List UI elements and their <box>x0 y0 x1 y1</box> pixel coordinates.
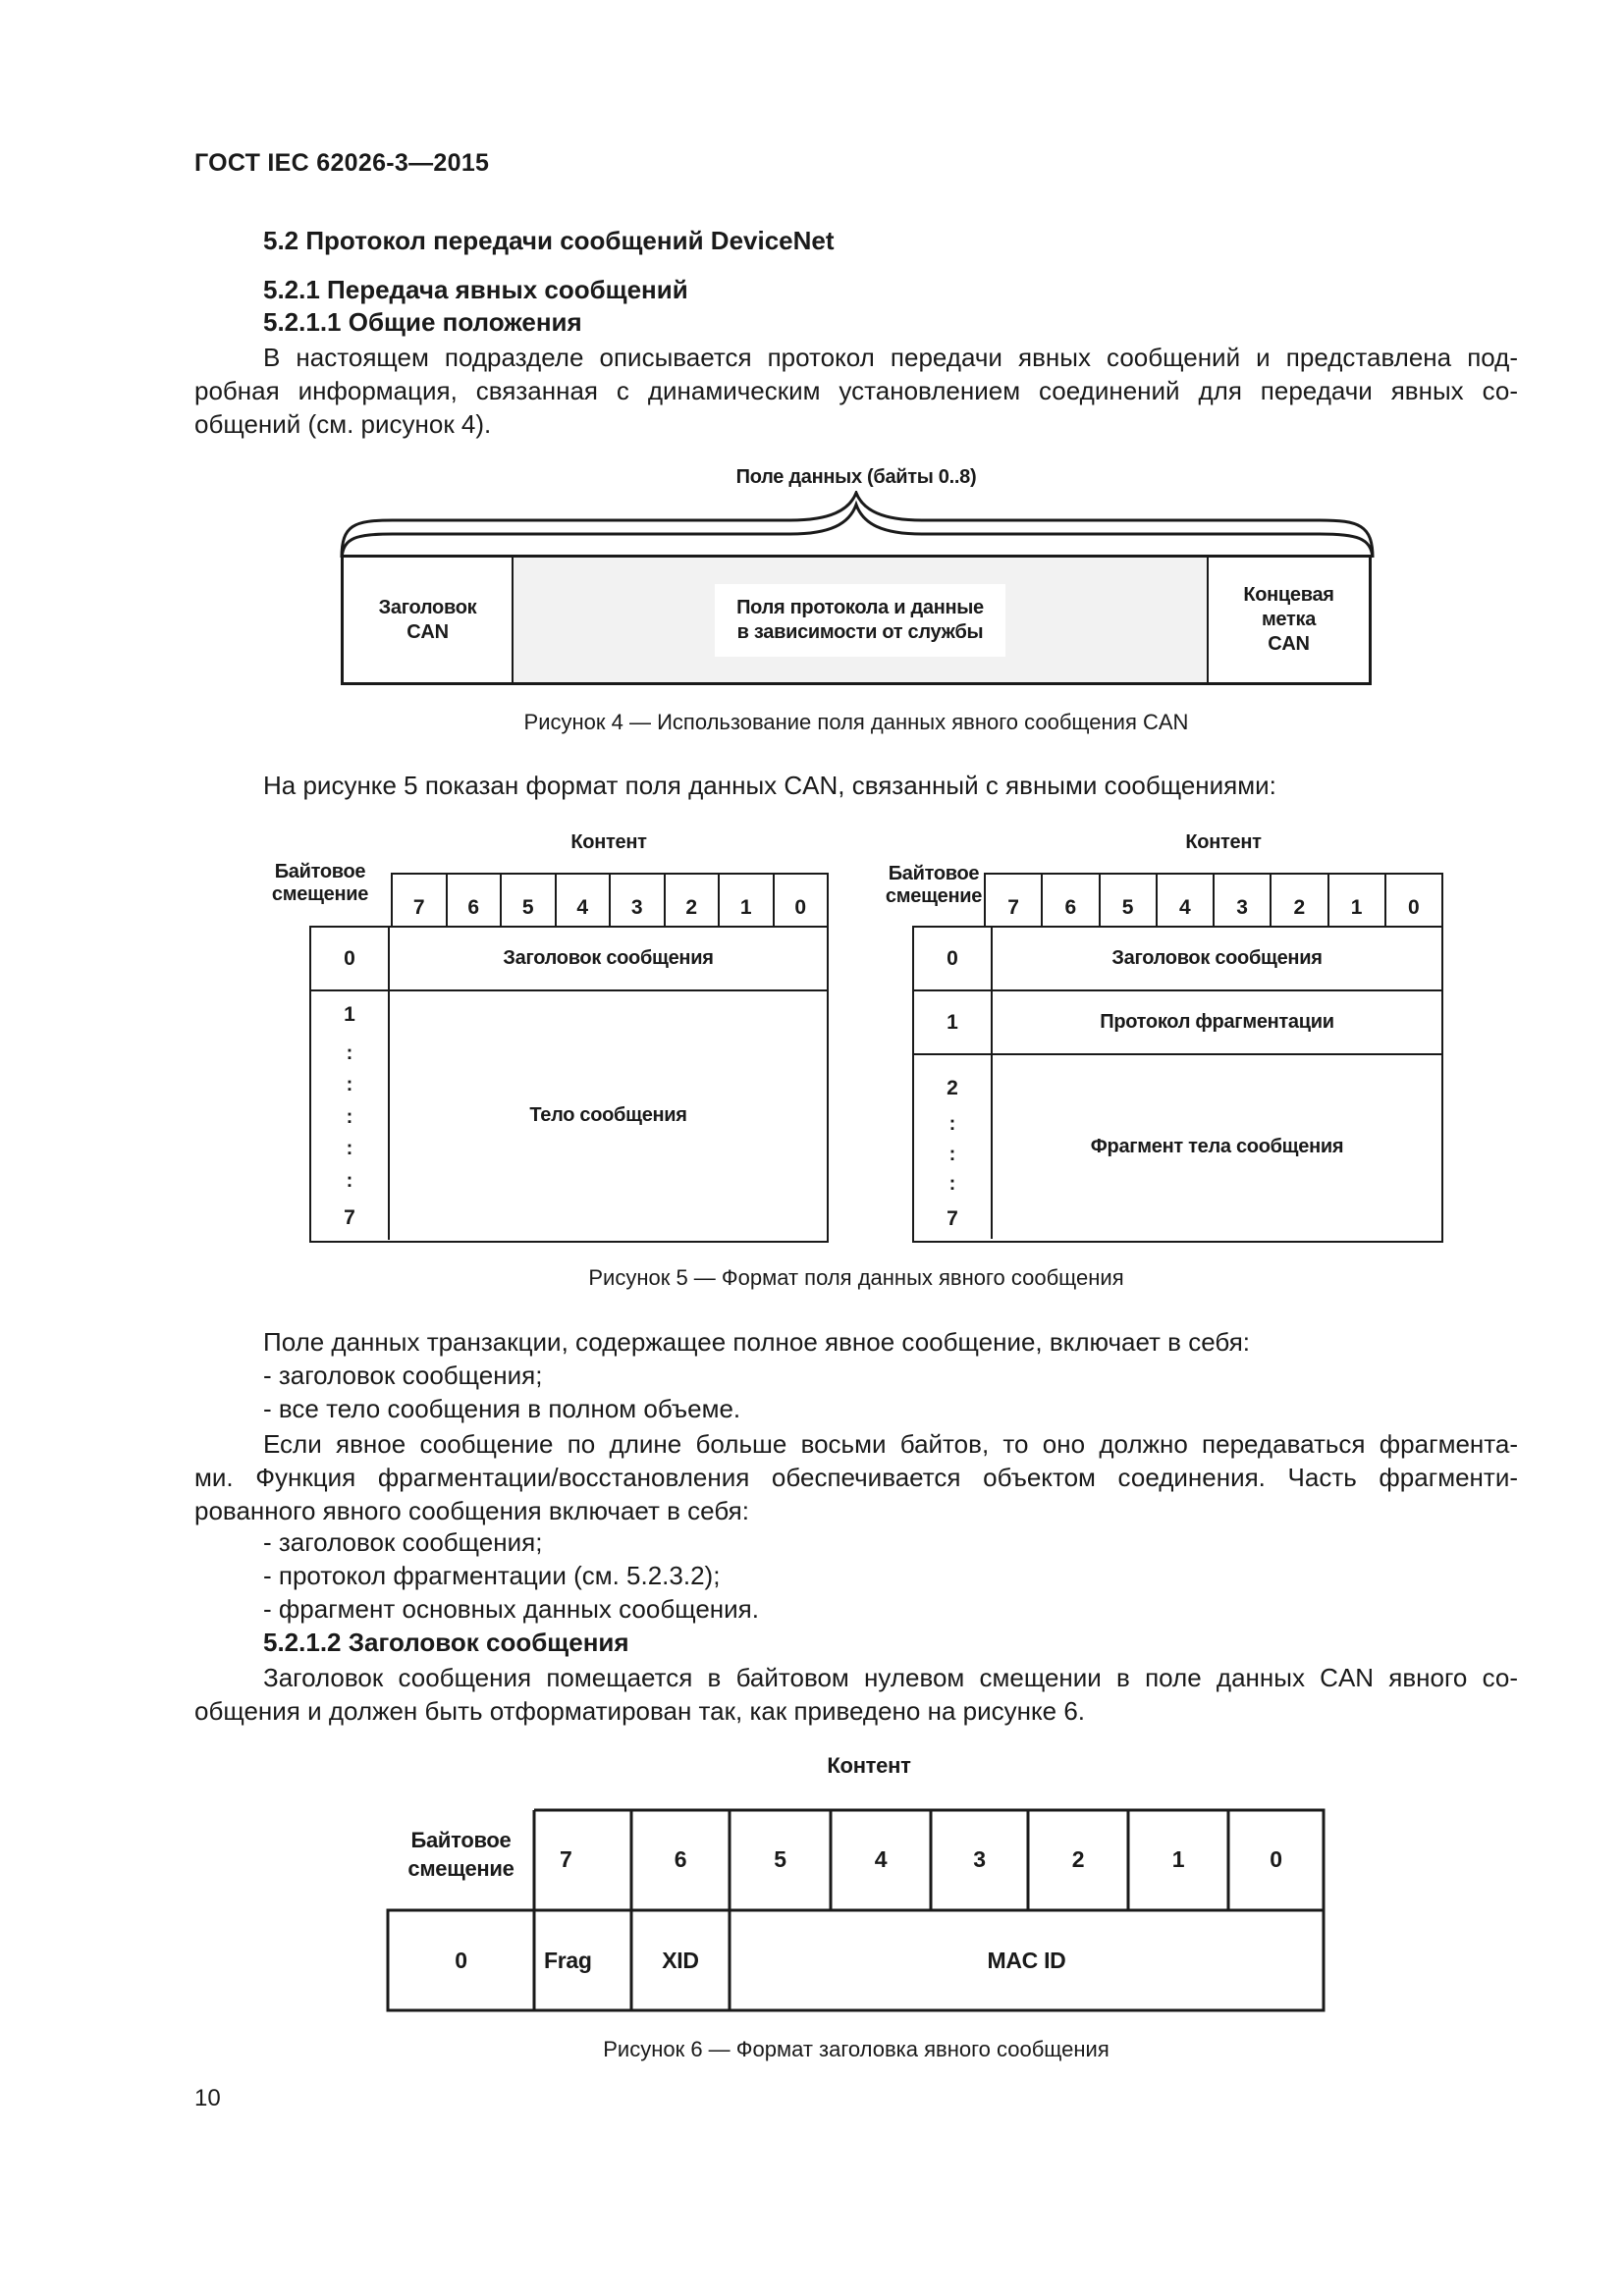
figure4-can-frame <box>341 555 1372 685</box>
figure6-content-label: Контент <box>827 1753 911 1778</box>
figure5-right-table <box>912 926 1443 1243</box>
bit-header: 6 <box>1041 875 1098 928</box>
bit-header: 6 <box>446 875 501 928</box>
brace-outer-curve <box>342 493 1373 558</box>
list-item: - фрагмент основных данных сообщения. <box>263 1594 759 1624</box>
paragraph-line: Если явное сообщение по длине больше восьми байтов, то оно должно передаваться фрагмента- <box>263 1429 1518 1459</box>
ellipsis-dots: : : : <box>948 1113 956 1195</box>
byte-offset-range <box>914 1055 993 1239</box>
bit-header: 2 <box>664 875 719 928</box>
bit-header: 1 <box>718 875 773 928</box>
table-row <box>914 989 1441 1053</box>
bit-header: 0 <box>1270 1845 1282 1872</box>
bit-header: 5 <box>500 875 555 928</box>
figure5-left-table <box>309 926 829 1243</box>
section-heading-5-2-1-1: 5.2.1.1 Общие положения <box>263 307 582 337</box>
row-content: Заголовок сообщения <box>503 947 714 969</box>
offset-label-line: Байтовое <box>888 863 980 884</box>
figure5-left-offset-label <box>263 861 377 906</box>
paragraph-line: общения и должен быть отформатирован так, как приведено на рисунке 6. <box>194 1696 1086 1726</box>
row-content: Протокол фрагментации <box>1100 1011 1334 1033</box>
figure5-right-content-label: Контент <box>1185 831 1262 853</box>
bit-header: 7 <box>412 896 425 919</box>
list-item: - заголовок сообщения; <box>263 1361 543 1390</box>
bit-header: 7 <box>560 1845 572 1872</box>
figure4-caption: Рисунок 4 — Использование поля данных явного сообщения CAN <box>523 710 1189 734</box>
paragraph-line: рованного явного сообщения включает в себя: <box>194 1496 749 1525</box>
bit-header: 1 <box>1327 875 1384 928</box>
paragraph-line: Заголовок сообщения помещается в байтовом нулевом смещении в поле данных CAN явного со- <box>263 1663 1518 1692</box>
table-row <box>311 928 827 989</box>
bit-header: 5 <box>774 1845 786 1872</box>
figure6-offset-label <box>388 1826 534 1883</box>
bit-header: 2 <box>1071 1845 1085 1872</box>
bit-header: 3 <box>1213 875 1270 928</box>
can-header-field <box>344 558 514 682</box>
byte-offset: 0 <box>914 928 993 989</box>
bit-header: 5 <box>1099 875 1156 928</box>
frag-bit: Frag <box>544 1947 592 1973</box>
full-message-intro: Поле данных транзакции, содержащее полное явное сообщение, включает в себя: <box>263 1327 1251 1357</box>
bit-header: 4 <box>874 1845 888 1872</box>
intro-paragraph <box>194 341 1518 441</box>
paragraph-line: робная информация, связанная с динамическим установлением соединений для передачи явных со- <box>194 376 1518 405</box>
byte-offset-range <box>311 991 390 1240</box>
figure5-caption: Рисунок 5 — Формат поля данных явного сообщения <box>588 1265 1124 1290</box>
bit-header: 7 <box>1007 896 1019 919</box>
byte-offset: 0 <box>455 1947 467 1973</box>
row-content: Тело сообщения <box>529 1104 687 1126</box>
byte-offset: 0 <box>311 928 390 989</box>
data-field-label-line: Поля протокола и данные <box>736 596 984 618</box>
figure4-brace <box>334 491 1384 560</box>
ellipsis-dots: : : : : : <box>346 1041 353 1192</box>
figure6-caption: Рисунок 6 — Формат заголовка явного сообщения <box>603 2037 1110 2061</box>
list-item: - все тело сообщения в полном объеме. <box>263 1394 741 1423</box>
bit-header: 3 <box>609 875 664 928</box>
offset-label-line: смещение <box>407 1856 514 1881</box>
bit-header: 0 <box>773 875 828 928</box>
byte-offset-start: 2 <box>947 1077 958 1099</box>
can-header-label-line: Заголовок <box>378 596 477 618</box>
figure6-table <box>386 1808 1326 2012</box>
bit-header: 4 <box>555 875 610 928</box>
paragraph-line: В настоящем подразделе описывается протокол передачи явных сообщений и представлена под- <box>263 343 1518 372</box>
section-heading-5-2: 5.2 Протокол передачи сообщений DeviceNet <box>263 226 835 255</box>
byte-offset-start: 1 <box>344 1003 355 1026</box>
fragmentation-paragraph <box>194 1427 1518 1527</box>
figure5-right-bit-header <box>984 873 1443 928</box>
brace-inner-curve <box>342 505 1373 558</box>
figure5-intro: На рисунке 5 показан формат поля данных CAN, связанный с явными сообщениями: <box>263 771 1276 800</box>
bit-header: 4 <box>1156 875 1213 928</box>
data-field-label-line: в зависимости от службы <box>736 620 984 643</box>
offset-label-line: смещение <box>885 885 983 907</box>
list-item: - заголовок сообщения; <box>263 1527 543 1557</box>
section-heading-5-2-1: 5.2.1 Передача явных сообщений <box>263 275 688 304</box>
document-id: ГОСТ IEC 62026-3—2015 <box>194 149 490 177</box>
figure5-right-offset-label <box>877 863 991 908</box>
figure5-left-content-label: Контент <box>570 831 647 853</box>
can-trailer-label-line: CAN <box>1268 633 1310 655</box>
table-row <box>311 989 827 1240</box>
message-header-paragraph <box>194 1661 1518 1728</box>
section-heading-5-2-1-2: 5.2.1.2 Заголовок сообщения <box>263 1628 629 1657</box>
bit-header: 2 <box>1270 875 1326 928</box>
byte-offset-end: 7 <box>947 1207 958 1230</box>
figure4-brace-label: Поле данных (байты 0..8) <box>735 466 977 488</box>
paragraph-line: ми. Функция фрагментации/восстановления обеспечивается объектом соединения. Часть фрагменти- <box>194 1463 1518 1492</box>
offset-label-line: Байтовое <box>410 1828 512 1852</box>
row-content: Фрагмент тела сообщения <box>1090 1136 1344 1157</box>
bit-header: 0 <box>1384 875 1441 928</box>
list-item: - протокол фрагментации (см. 5.2.3.2); <box>263 1561 721 1590</box>
can-trailer-label-line: метка <box>1261 609 1317 630</box>
can-trailer-label-line: Концевая <box>1243 584 1334 606</box>
offset-label-line: Байтовое <box>274 861 366 882</box>
offset-label-line: смещение <box>271 883 369 905</box>
figure5-left-bit-header <box>391 873 829 928</box>
figure6-bit-header <box>534 1808 1326 1910</box>
xid-bit: XID <box>662 1947 699 1973</box>
row-content: Заголовок сообщения <box>1111 947 1323 969</box>
byte-offset-end: 7 <box>344 1206 355 1229</box>
page-number: 10 <box>194 2085 221 2111</box>
can-header-label-line: CAN <box>406 620 449 643</box>
mac-id-field: MAC ID <box>987 1947 1066 1973</box>
bit-header: 6 <box>674 1845 687 1872</box>
bit-header: 3 <box>973 1845 986 1872</box>
table-row <box>914 1053 1441 1239</box>
paragraph-line: общений (см. рисунок 4). <box>194 409 492 439</box>
can-trailer-field <box>1209 558 1369 682</box>
data-field <box>514 558 1209 682</box>
figure6-data-row <box>388 1910 1324 2010</box>
bit-header: 1 <box>1171 1845 1185 1872</box>
table-row <box>914 928 1441 989</box>
byte-offset: 1 <box>914 991 993 1053</box>
